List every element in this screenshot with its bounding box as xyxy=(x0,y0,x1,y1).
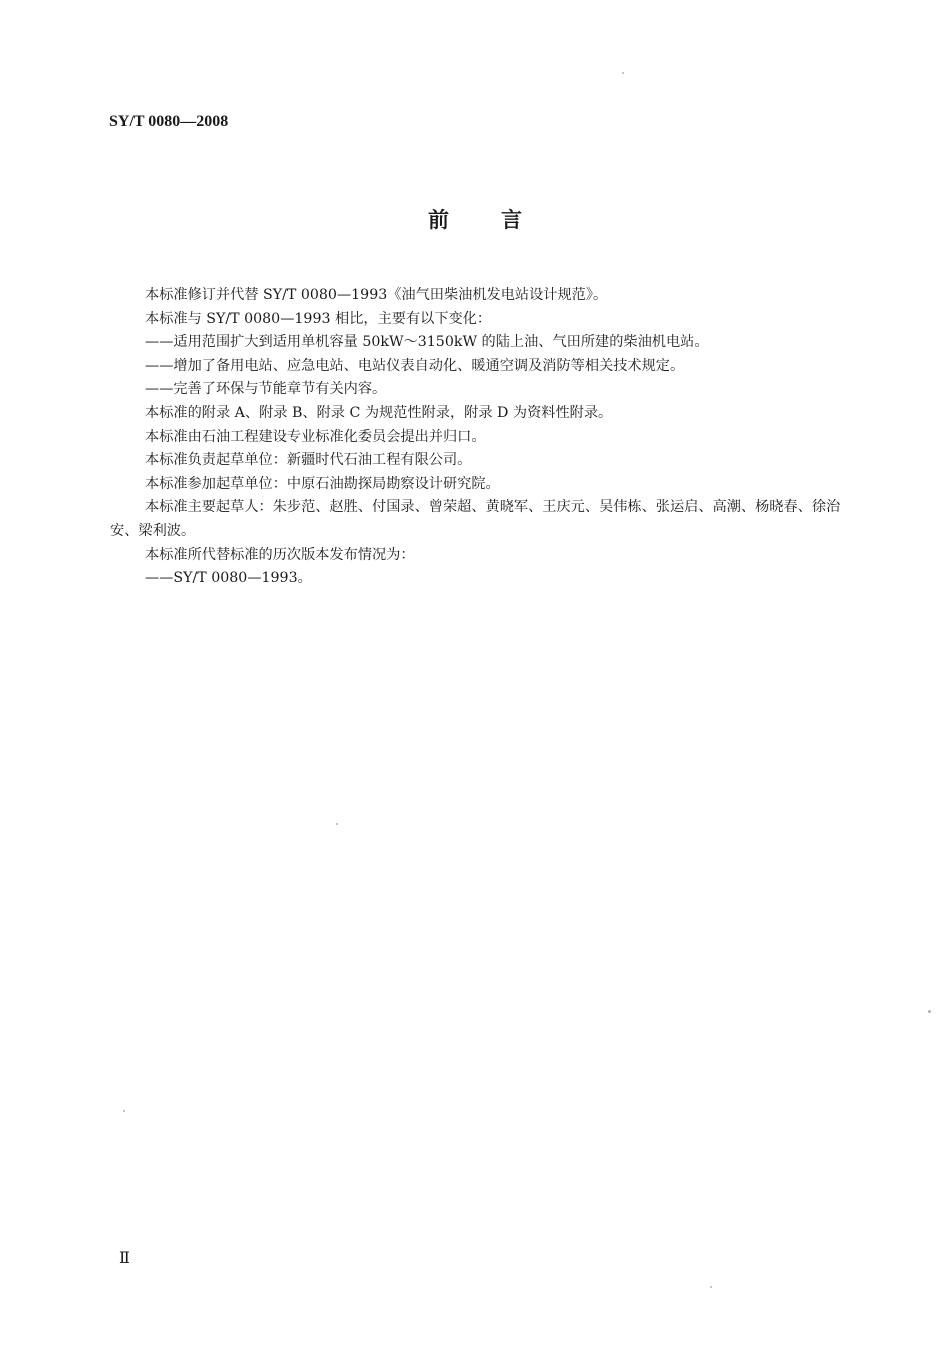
change-item-additions: ——增加了备用电站、应急电站、电站仪表自动化、暖通空调及消防等相关技术规定。 xyxy=(145,357,685,374)
foreword-body xyxy=(110,284,845,591)
change-item-environment: ——完善了环保与节能章节有关内容。 xyxy=(145,381,387,398)
history-item: ——SY/T 0080—1993。 xyxy=(145,570,312,587)
paragraph-annexes: 本标准的附录 A、附录 B、附录 C 为规范性附录，附录 D 为资料性附录。 xyxy=(145,404,613,421)
title-part-2: 言 xyxy=(501,208,522,232)
scan-speck xyxy=(622,72,624,74)
paragraph-proposer: 本标准由石油工程建设专业标准化委员会提出并归口。 xyxy=(145,428,486,445)
scan-speck xyxy=(336,823,338,825)
paragraph-drafters: 本标准主要起草人：朱步范、赵胜、付国录、曾荣超、黄晓军、王庆元、吴伟栋、张运启、高潮、杨晓春、徐治安、梁利波。 xyxy=(110,499,841,539)
paragraph-participating-unit: 本标准参加起草单位：中原石油勘探局勘察设计研究院。 xyxy=(145,475,500,492)
paragraph-replacement: 本标准修订并代替 SY/T 0080—1993《油气田柴油机发电站设计规范》。 xyxy=(145,287,608,303)
paragraph-drafting-unit: 本标准负责起草单位：新疆时代石油工程有限公司。 xyxy=(145,452,472,469)
title-part-1: 前 xyxy=(428,208,449,232)
scan-speck xyxy=(928,1010,931,1013)
change-item-scope: ——适用范围扩大到适用单机容量 50kW～3150kW 的陆上油、气田所建的柴油机电站。 xyxy=(145,334,709,351)
page-number: Ⅱ xyxy=(119,1250,130,1267)
paragraph-history-intro: 本标准所代替标准的历次版本发布情况为： xyxy=(145,546,415,563)
page-title xyxy=(0,204,950,234)
paragraph-changes-intro: 本标准与 SY/T 0080—1993 相比，主要有以下变化： xyxy=(145,310,492,327)
scan-speck xyxy=(710,1286,712,1288)
scan-speck xyxy=(123,1110,125,1112)
standard-code: SY/T 0080—2008 xyxy=(109,113,229,130)
